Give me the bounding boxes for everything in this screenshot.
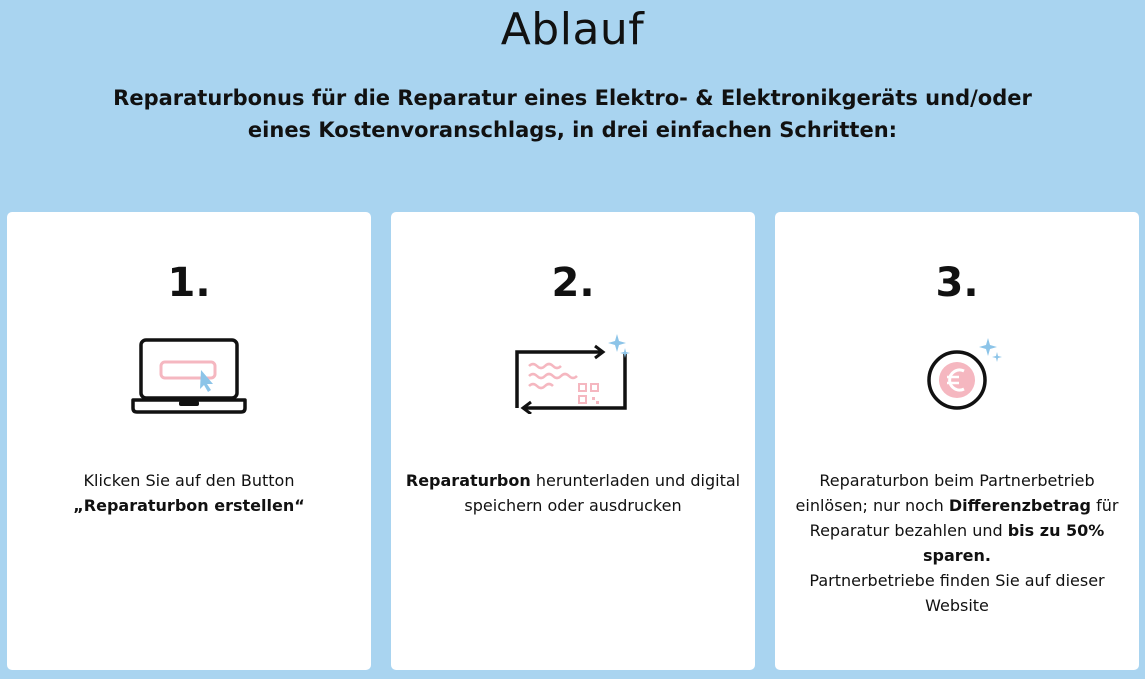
- step-number: 2.: [551, 260, 595, 306]
- step-1-text-line-1: Klicken Sie auf den Button: [83, 471, 295, 490]
- step-3-line-1: Reparaturbon beim Partnerbetrieb: [819, 471, 1095, 490]
- laptop-cursor-icon: [131, 334, 247, 418]
- page-title: Ablauf: [500, 4, 645, 55]
- step-3-line-3a: Reparatur bezahlen und: [809, 521, 1008, 540]
- step-3-line-2c: für: [1091, 496, 1119, 515]
- step-1-text: [21, 468, 357, 518]
- step-2-text-line-2: speichern oder ausdrucken: [464, 496, 682, 515]
- step-3-line-2a: einlösen; nur noch: [795, 496, 949, 515]
- euro-coin-icon: [925, 336, 1005, 412]
- step-number: 3.: [935, 260, 979, 306]
- step-3-line-5: Partnerbetriebe finden Sie auf dieser: [809, 571, 1105, 590]
- subtitle-line-2: eines Kostenvoranschlags, in drei einfachen Schritten:: [247, 118, 898, 142]
- step-3-savings: bis zu 50%: [1007, 521, 1105, 540]
- step-card-2: [391, 212, 755, 670]
- step-2-text-rest-1: herunterladen und digital: [530, 471, 741, 490]
- step-number: 1.: [167, 260, 211, 306]
- step-3-difference-amount: Differenzbetrag: [948, 496, 1092, 515]
- page-subtitle: [0, 82, 1145, 146]
- step-2-bold: Reparaturbon: [405, 471, 531, 490]
- step-card-1: [7, 212, 371, 670]
- subtitle-line-1: Reparaturbonus für die Reparatur eines Elektro- & Elektronikgeräts und/oder: [113, 86, 1032, 110]
- voucher-qr-icon: [513, 334, 633, 414]
- step-3-save-word: sparen.: [923, 546, 991, 565]
- step-2-text: [405, 468, 741, 518]
- step-1-button-name: „Reparaturbon erstellen“: [73, 496, 305, 515]
- step-card-3: [775, 212, 1139, 670]
- step-3-website-link[interactable]: Website: [925, 596, 989, 615]
- step-3-text: [789, 468, 1125, 618]
